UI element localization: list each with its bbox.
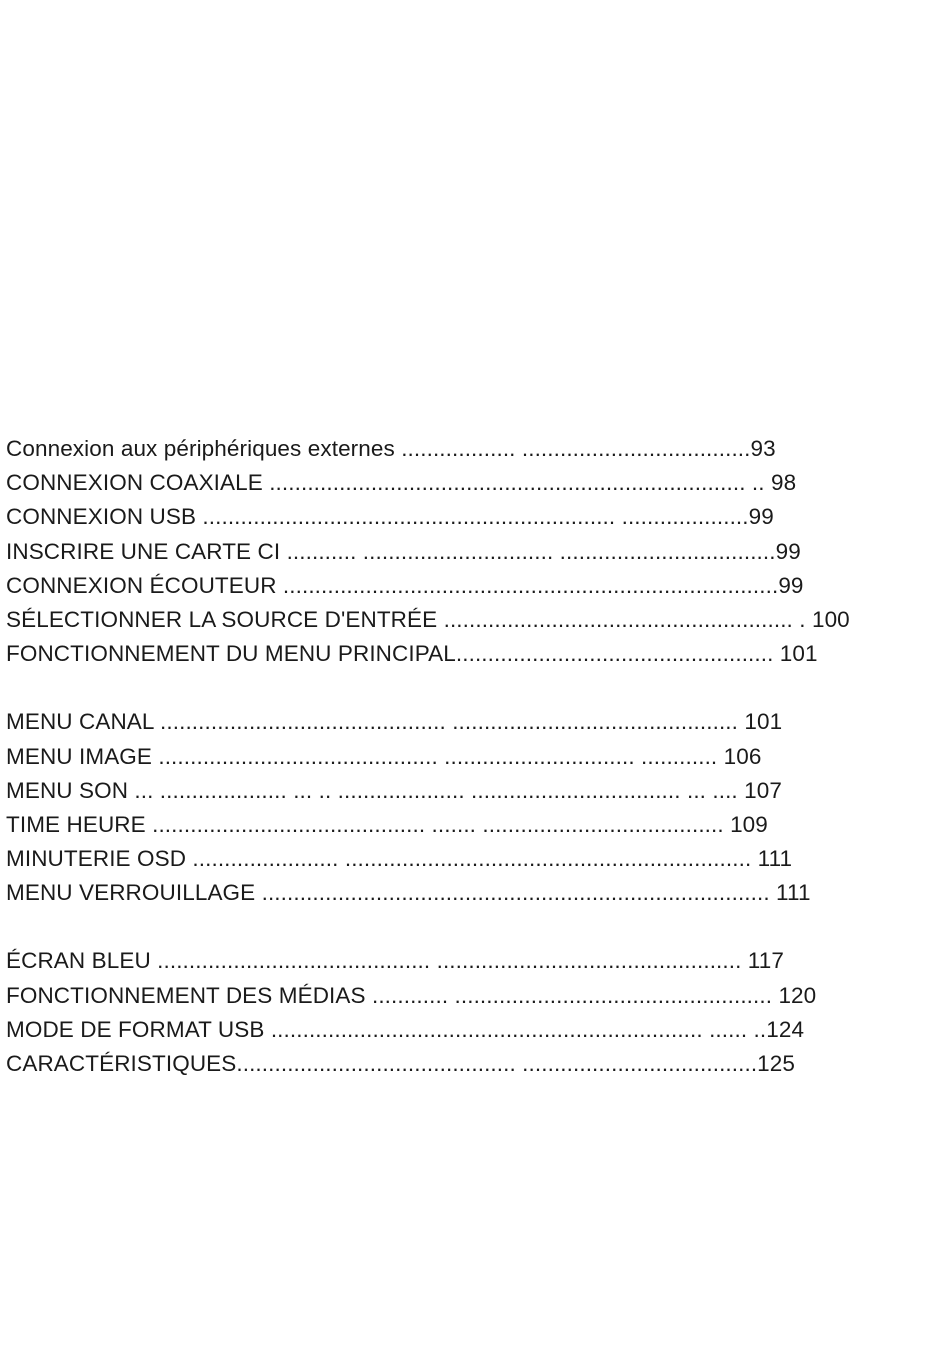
toc-entry[interactable]: INSCRIRE UNE CARTE CI ........... .............................. ..................................99 — [6, 538, 801, 564]
toc-entry[interactable]: MENU IMAGE ............................................ .............................. ............ 106 — [6, 743, 762, 769]
table-of-contents — [6, 432, 911, 1081]
toc-entry[interactable]: MENU SON ... .................... ... .. .................... ................................. ... .... 107 — [6, 777, 782, 803]
toc-entry[interactable]: MENU CANAL ............................................. ............................................. 101 — [6, 709, 783, 735]
toc-entry[interactable]: CONNEXION ÉCOUTEUR ..............................................................................99 — [6, 572, 804, 598]
toc-group — [6, 432, 911, 671]
toc-entry[interactable]: TIME HEURE ........................................... ....... ...................................... 109 — [6, 811, 768, 837]
toc-group — [6, 705, 911, 910]
toc-entry[interactable]: MENU VERROUILLAGE ................................................................................ 111 — [6, 880, 811, 906]
toc-entry[interactable]: CONNEXION USB ................................................................. ....................99 — [6, 504, 774, 530]
toc-entry[interactable]: CONNEXION COAXIALE ........................................................................... .. 98 — [6, 470, 797, 496]
toc-entry[interactable]: ÉCRAN BLEU ........................................... ................................................ 117 — [6, 948, 784, 974]
toc-group — [6, 944, 911, 1081]
toc-entry[interactable]: MODE DE FORMAT USB .................................................................... ...... ..124 — [6, 1016, 805, 1042]
toc-entry[interactable]: FONCTIONNEMENT DES MÉDIAS ............ .................................................. 120 — [6, 982, 817, 1008]
toc-entry[interactable]: FONCTIONNEMENT DU MENU PRINCIPAL.................................................. 101 — [6, 641, 818, 667]
toc-entry[interactable]: SÉLECTIONNER LA SOURCE D'ENTRÉE ....................................................... . 100 — [6, 606, 850, 632]
toc-entry[interactable]: Connexion aux périphériques externes .................. ....................................93 — [6, 436, 776, 461]
toc-entry[interactable]: MINUTERIE OSD ....................... ................................................................ 111 — [6, 846, 793, 872]
toc-entry[interactable]: CARACTÉRISTIQUES............................................ .....................................125 — [6, 1051, 796, 1076]
